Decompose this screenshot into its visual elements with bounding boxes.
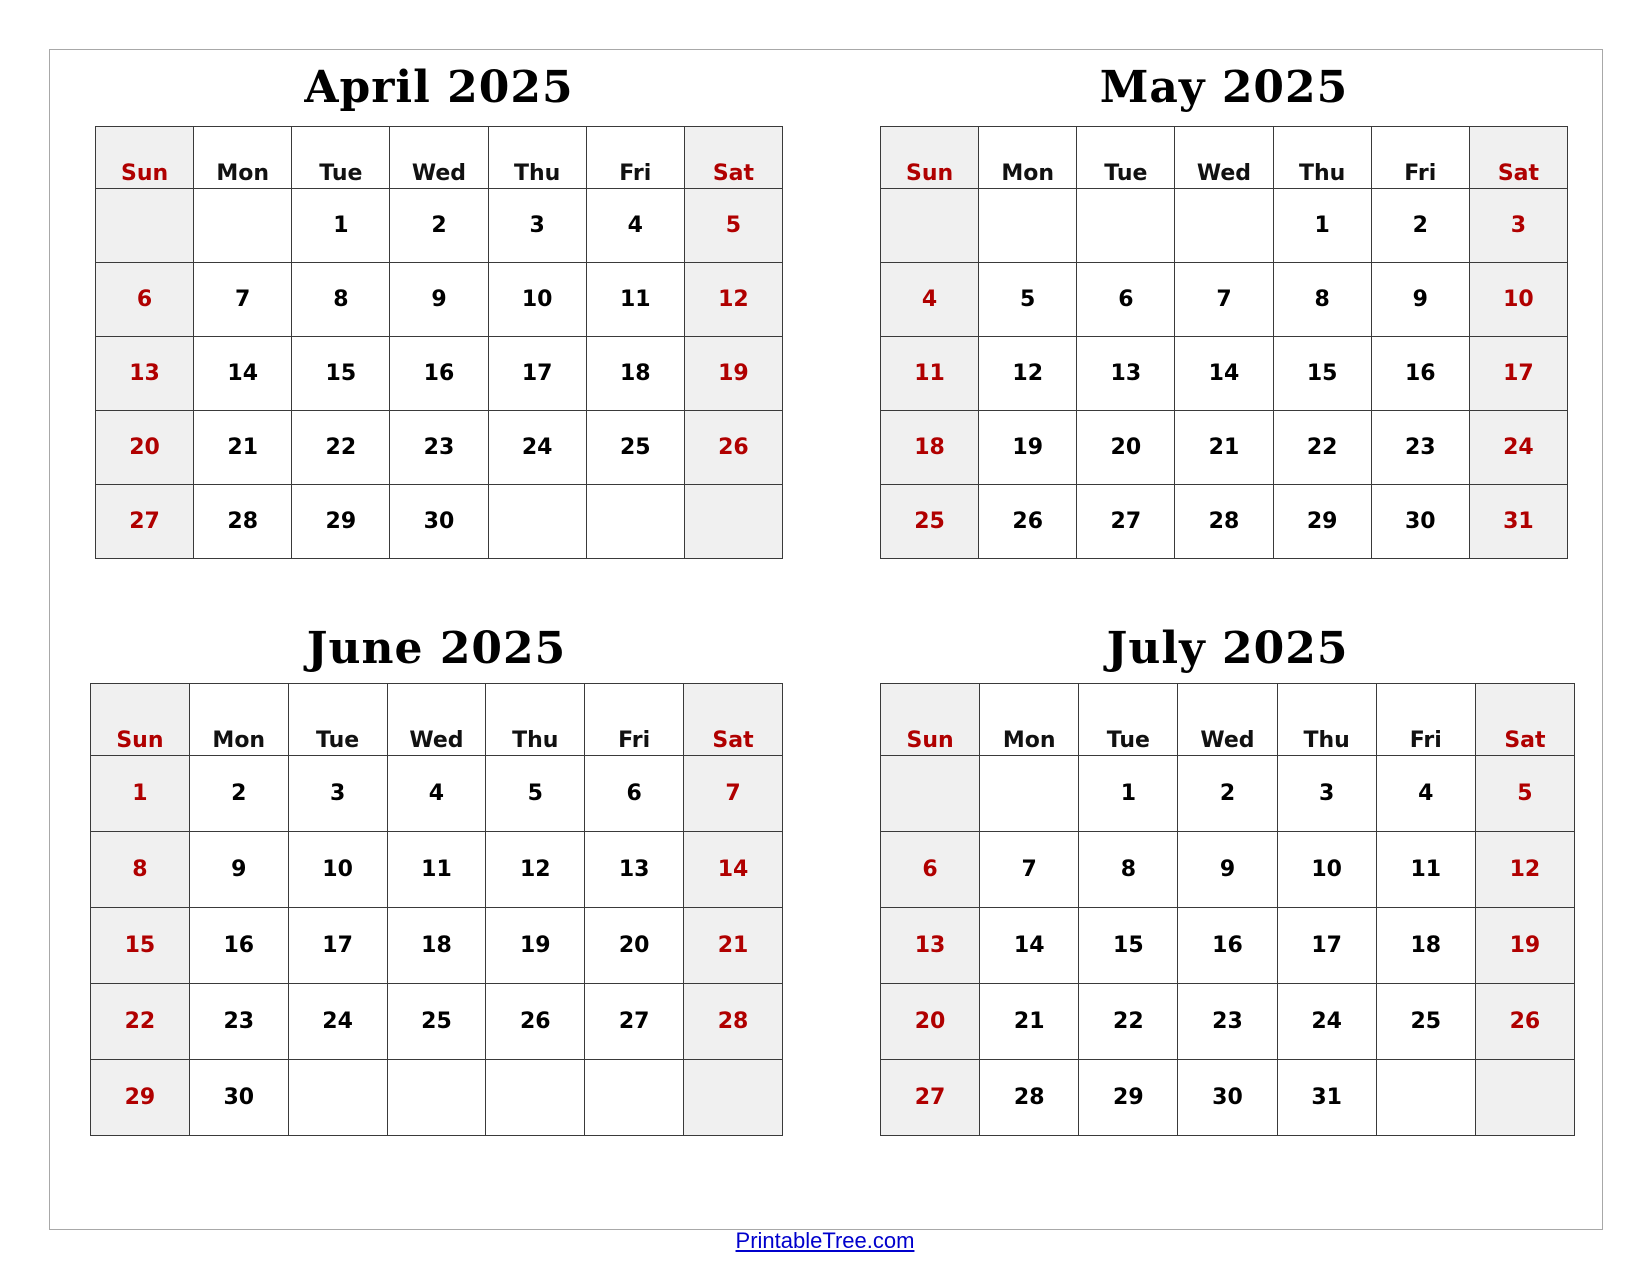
day-cell: 19 [684,337,782,411]
day-cell [96,189,194,263]
day-cell: 8 [1273,263,1371,337]
weekday-label: Sat [684,127,782,189]
day-cell [979,189,1077,263]
day-cell: 24 [288,984,387,1060]
day-cell: 17 [1469,337,1567,411]
day-cell: 1 [1273,189,1371,263]
day-cell: 7 [684,756,783,832]
day-cell: 3 [1277,756,1376,832]
week-row [96,189,783,263]
day-cell: 25 [387,984,486,1060]
week-row [881,337,1568,411]
day-cell: 31 [1277,1060,1376,1136]
month-title: April 2025 [304,62,574,113]
day-cell: 10 [488,263,586,337]
weekday-label: Tue [292,127,390,189]
month-may [880,60,1568,560]
weekday-label: Fri [1376,684,1475,756]
day-cell: 13 [881,908,980,984]
day-cell: 8 [1079,832,1178,908]
day-cell: 20 [585,908,684,984]
day-cell: 12 [1475,832,1574,908]
day-cell [1077,189,1175,263]
day-cell: 25 [586,411,684,485]
weekday-label: Mon [194,127,292,189]
day-cell: 23 [390,411,488,485]
day-cell: 16 [390,337,488,411]
day-cell: 11 [387,832,486,908]
week-row [881,832,1575,908]
weekday-label: Mon [980,684,1079,756]
day-cell: 23 [1178,984,1277,1060]
day-cell: 31 [1469,485,1567,559]
week-row [881,485,1568,559]
day-cell: 30 [390,485,488,559]
day-cell: 12 [979,337,1077,411]
day-cell: 19 [486,908,585,984]
day-cell: 18 [881,411,979,485]
weekday-label: Tue [288,684,387,756]
weekday-label: Fri [1371,127,1469,189]
day-cell: 9 [390,263,488,337]
day-cell: 20 [1077,411,1175,485]
day-cell: 27 [96,485,194,559]
day-cell: 11 [586,263,684,337]
day-cell: 2 [390,189,488,263]
day-cell: 6 [881,832,980,908]
week-row [881,984,1575,1060]
week-row [881,908,1575,984]
week-row [96,485,783,559]
day-cell: 15 [1273,337,1371,411]
day-cell: 2 [1178,756,1277,832]
day-cell: 17 [1277,908,1376,984]
weekday-header-row [96,127,783,189]
weekday-label: Fri [585,684,684,756]
calendar-grid [880,126,1568,559]
month-april [95,60,783,560]
weekday-label: Mon [189,684,288,756]
day-cell: 25 [881,485,979,559]
week-row [881,1060,1575,1136]
day-cell: 5 [486,756,585,832]
week-row [91,832,783,908]
day-cell: 8 [292,263,390,337]
day-cell: 17 [288,908,387,984]
day-cell: 1 [292,189,390,263]
day-cell: 29 [1079,1060,1178,1136]
day-cell: 19 [979,411,1077,485]
day-cell: 2 [189,756,288,832]
weekday-label: Thu [488,127,586,189]
day-cell: 24 [488,411,586,485]
weekday-label: Mon [979,127,1077,189]
day-cell: 28 [684,984,783,1060]
calendar-grid [880,683,1575,1136]
day-cell: 23 [1371,411,1469,485]
day-cell: 24 [1277,984,1376,1060]
day-cell: 14 [684,832,783,908]
day-cell: 20 [96,411,194,485]
day-cell: 4 [1376,756,1475,832]
week-row [91,908,783,984]
day-cell: 15 [1079,908,1178,984]
day-cell: 3 [288,756,387,832]
weekday-label: Sun [881,684,980,756]
day-cell [194,189,292,263]
weekday-label: Sun [91,684,190,756]
day-cell: 25 [1376,984,1475,1060]
weekday-label: Sat [684,684,783,756]
day-cell: 11 [1376,832,1475,908]
weekday-label: Sun [96,127,194,189]
day-cell [1175,189,1273,263]
month-title: May 2025 [1099,62,1349,113]
week-row [96,411,783,485]
day-cell: 21 [1175,411,1273,485]
day-cell: 6 [96,263,194,337]
day-cell: 26 [684,411,782,485]
day-cell: 16 [1371,337,1469,411]
week-row [91,984,783,1060]
day-cell [1475,1060,1574,1136]
day-cell: 12 [684,263,782,337]
day-cell: 3 [488,189,586,263]
day-cell: 26 [486,984,585,1060]
weekday-label: Thu [1277,684,1376,756]
day-cell: 28 [1175,485,1273,559]
week-row [881,756,1575,832]
day-cell: 4 [881,263,979,337]
weekday-label: Thu [486,684,585,756]
day-cell [586,485,684,559]
day-cell: 21 [684,908,783,984]
day-cell: 13 [1077,337,1175,411]
day-cell: 27 [585,984,684,1060]
weekday-label: Thu [1273,127,1371,189]
day-cell [684,485,782,559]
day-cell: 29 [1273,485,1371,559]
day-cell: 5 [979,263,1077,337]
day-cell: 5 [1475,756,1574,832]
day-cell: 14 [1175,337,1273,411]
day-cell: 28 [980,1060,1079,1136]
day-cell: 1 [91,756,190,832]
month-title: June 2025 [306,623,567,674]
day-cell: 2 [1371,189,1469,263]
weekday-label: Tue [1079,684,1178,756]
week-row [96,337,783,411]
weekday-label: Wed [1178,684,1277,756]
day-cell: 27 [1077,485,1175,559]
month-title: July 2025 [1106,623,1349,674]
day-cell: 12 [486,832,585,908]
day-cell: 30 [1178,1060,1277,1136]
day-cell: 22 [292,411,390,485]
day-cell: 10 [1469,263,1567,337]
weekday-label: Wed [1175,127,1273,189]
day-cell: 1 [1079,756,1178,832]
day-cell: 16 [1178,908,1277,984]
day-cell: 4 [387,756,486,832]
day-cell: 20 [881,984,980,1060]
day-cell: 30 [189,1060,288,1136]
weekday-label: Sun [881,127,979,189]
day-cell [1376,1060,1475,1136]
day-cell: 29 [91,1060,190,1136]
week-row [881,189,1568,263]
day-cell: 22 [1273,411,1371,485]
week-row [881,263,1568,337]
day-cell: 22 [1079,984,1178,1060]
day-cell: 7 [1175,263,1273,337]
day-cell: 19 [1475,908,1574,984]
day-cell: 16 [189,908,288,984]
day-cell: 3 [1469,189,1567,263]
weekday-label: Fri [586,127,684,189]
day-cell [288,1060,387,1136]
day-cell: 26 [979,485,1077,559]
day-cell: 15 [91,908,190,984]
day-cell: 7 [194,263,292,337]
day-cell [980,756,1079,832]
day-cell: 9 [189,832,288,908]
day-cell: 21 [980,984,1079,1060]
day-cell [387,1060,486,1136]
week-row [881,411,1568,485]
day-cell: 18 [1376,908,1475,984]
day-cell [488,485,586,559]
day-cell: 24 [1469,411,1567,485]
day-cell: 7 [980,832,1079,908]
weekday-label: Sat [1469,127,1567,189]
day-cell: 22 [91,984,190,1060]
day-cell: 26 [1475,984,1574,1060]
day-cell [881,189,979,263]
weekday-label: Tue [1077,127,1175,189]
day-cell: 21 [194,411,292,485]
day-cell: 10 [1277,832,1376,908]
day-cell: 14 [980,908,1079,984]
day-cell: 13 [96,337,194,411]
day-cell: 5 [684,189,782,263]
weekday-label: Wed [390,127,488,189]
day-cell [585,1060,684,1136]
day-cell: 4 [586,189,684,263]
day-cell: 18 [586,337,684,411]
weekday-header-row [881,684,1575,756]
day-cell: 30 [1371,485,1469,559]
calendar-grid [90,683,783,1136]
day-cell [486,1060,585,1136]
weekday-header-row [91,684,783,756]
week-row [96,263,783,337]
week-row [91,756,783,832]
week-row [91,1060,783,1136]
day-cell: 11 [881,337,979,411]
footer-link[interactable]: PrintableTree.com [735,1228,915,1253]
calendar-grid [95,126,783,559]
day-cell [684,1060,783,1136]
day-cell: 18 [387,908,486,984]
day-cell: 13 [585,832,684,908]
weekday-header-row [881,127,1568,189]
day-cell: 29 [292,485,390,559]
day-cell: 10 [288,832,387,908]
day-cell: 17 [488,337,586,411]
month-june [90,622,783,1142]
day-cell: 23 [189,984,288,1060]
day-cell: 8 [91,832,190,908]
weekday-label: Wed [387,684,486,756]
day-cell [881,756,980,832]
day-cell: 27 [881,1060,980,1136]
day-cell: 28 [194,485,292,559]
day-cell: 6 [1077,263,1175,337]
month-july [880,622,1575,1142]
weekday-label: Sat [1475,684,1574,756]
day-cell: 9 [1178,832,1277,908]
day-cell: 14 [194,337,292,411]
day-cell: 15 [292,337,390,411]
day-cell: 9 [1371,263,1469,337]
day-cell: 6 [585,756,684,832]
